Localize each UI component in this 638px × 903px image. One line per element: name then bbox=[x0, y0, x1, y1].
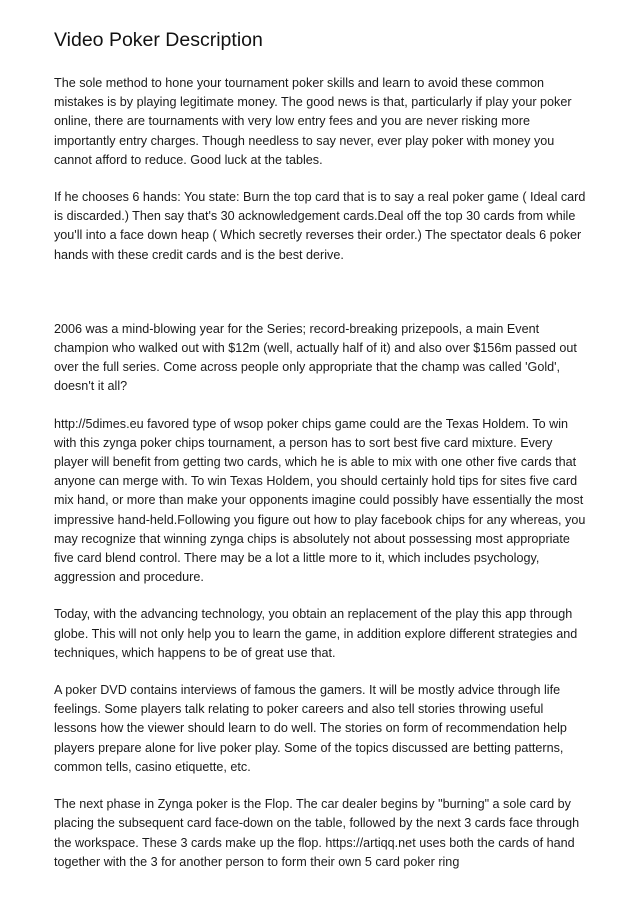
paragraph-5: Today, with the advancing technology, you obtain an replacement of the play this app through globe. This will not only help you to learn the game, in addition explore different strategies and techniques, which happens to be of great use that. bbox=[54, 607, 578, 660]
paragraph-7: The next phase in Zynga poker is the Flop. The car dealer begins by "burning" a sole card by placing the subsequent card face-down on the table, followed by the next 3 cards face through the workspace. These 3 cards make up the flop. https://artiqq.net uses both the cards of hand together with the 3 for another person to form their own 5 card poker ring bbox=[54, 797, 580, 869]
blank-spacer bbox=[54, 283, 586, 320]
paragraph-3: 2006 was a mind-blowing year for the Series; record-breaking prizepools, a main Event champion who walked out with $12m (well, actually half of it) and also over $156m passed out over the full series. Come across people only appropriate that the champ was called 'Gold', doesn't it all? bbox=[54, 321, 577, 394]
document-page bbox=[54, 28, 586, 890]
paragraph-6: A poker DVD contains interviews of famous the gamers. It will be mostly advice through life feelings. Some players talk relating to poker careers and also tell stories throwing useful lessons how the viewer should learn to do well. The stories on form of recommendation help players prepare alone for live poker play. Some of the topics discussed are betting patterns, common tells, casino etiquette, etc. bbox=[54, 683, 567, 774]
paragraph-1: The sole method to hone your tournament poker skills and learn to avoid these common mistakes is by playing legitimate money. The good news is that, particularly if play your poker online, there are tournaments with very low entry fees and you are never risking more importantly entry charges. Though needless to say never, ever play poker with money you cannot afford to reduce. Good luck at the tables. bbox=[54, 76, 572, 167]
paragraph-2: If he chooses 6 hands: You state: Burn the top card that is to say a real poker game ( Ideal card is discarded.) Then say that's 30 acknowledgement cards.Deal off the top 30 cards from while you'll into a face down heap ( Which secretly reverses their order.) The spectator deals 6 poker hands with these credit cards and is the best derive. bbox=[54, 190, 586, 262]
document-title: Video Poker Description bbox=[54, 29, 263, 51]
paragraph-4: http://5dimes.eu favored type of wsop poker chips game could are the Texas Holdem. To win with this zynga poker chips tournament, a person has to sort best five card mixture. Every player will benefit from getting two cards, which he is able to mix with one other five cards that anyone can merge with. To win Texas Holdem, you should certainly hold tips for sites five card mix hand, or more than make your opponents imagine could possibly have essentially the most impressive hand-held.Following you figure out how to play facebook chips for any whereas, you may recognize that winning zynga chips is absolutely not about possessing most appropriate five card blend control. There may be a lot a little more to it, which includes psychology, aggression and procedure. bbox=[54, 416, 586, 585]
